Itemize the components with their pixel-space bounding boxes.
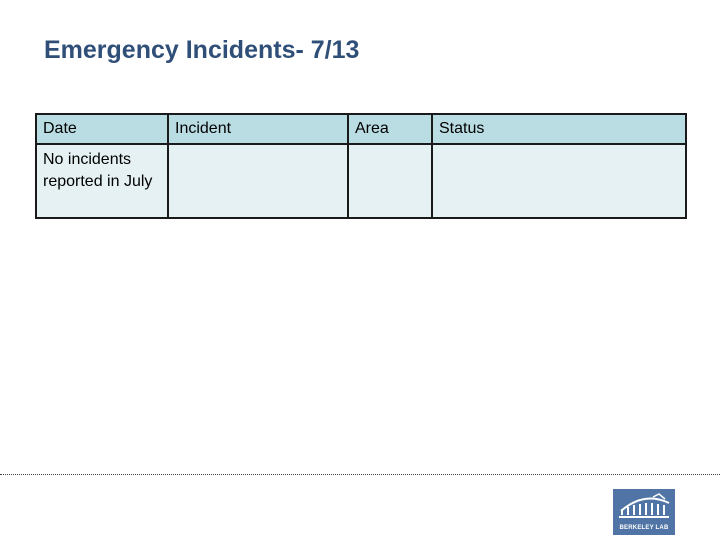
column-header-date: Date — [36, 114, 168, 144]
laboratory-building-icon — [613, 489, 675, 525]
cell-date: No incidents reported in July — [36, 144, 168, 218]
incidents-table — [35, 113, 687, 219]
logo-text: BERKELEY LAB — [619, 525, 669, 531]
cell-incident — [168, 144, 348, 218]
table-header-row — [36, 114, 686, 144]
berkeley-lab-logo — [613, 489, 675, 535]
slide-title: Emergency Incidents- 7/13 — [44, 36, 360, 64]
footer-divider — [0, 474, 720, 475]
column-header-incident: Incident — [168, 114, 348, 144]
table-row — [36, 144, 686, 218]
column-header-status: Status — [432, 114, 686, 144]
cell-area — [348, 144, 432, 218]
column-header-area: Area — [348, 114, 432, 144]
cell-status — [432, 144, 686, 218]
